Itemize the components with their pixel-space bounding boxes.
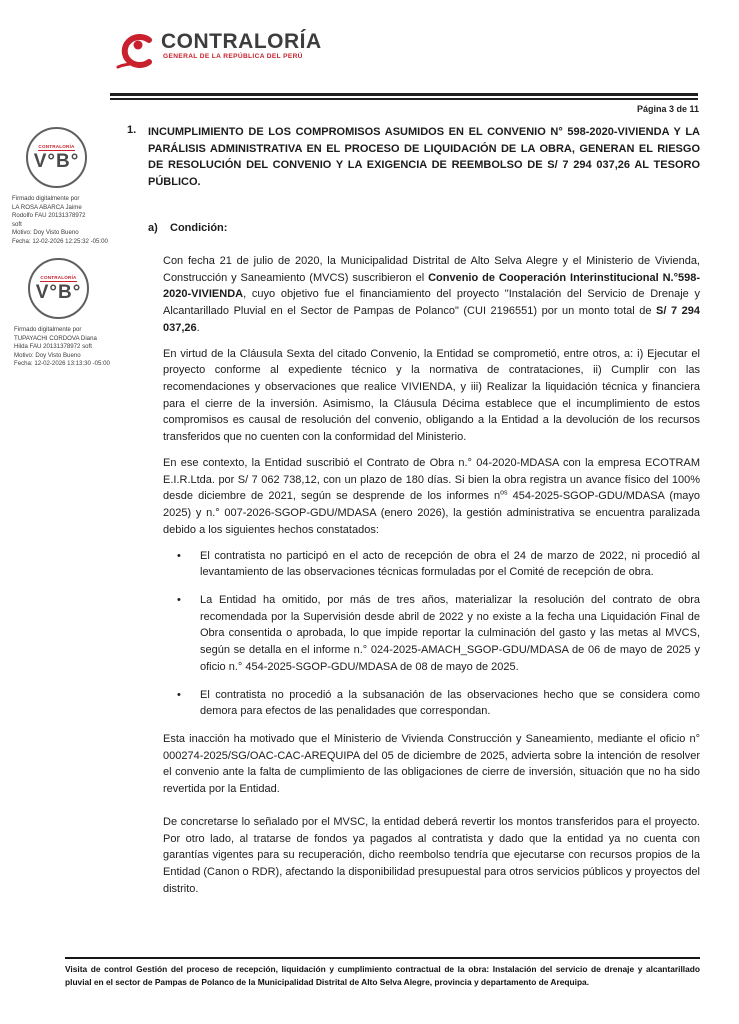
stamp-line: Fecha: 12-02-2026 12:25:32 -05:00 <box>12 237 108 245</box>
paragraph-4: Esta inacción ha motivado que el Ministerio de Vivienda Construcción y Saneamiento, mediante el oficio n° 000274-2025/SG/OAC-CAC-AREQUIPA del 05 de diciembre de 2025, advierta sobre la intención de resolver el convenio ante la falta de cumplimiento de las obligaciones de cierre de inversión, situación que no ha sido revertida por la Entidad. <box>163 732 700 796</box>
seal-mini-logo: CONTRALORÍA <box>40 275 77 281</box>
vb-seal-icon <box>28 258 89 319</box>
logo-text <box>161 31 322 61</box>
finding-heading: INCUMPLIMIENTO DE LOS COMPROMISOS ASUMIDOS EN EL CONVENIO N° 598-2020-VIVIENDA Y LA PARÁLISIS ADMINISTRATIVA EN EL PROCESO DE LIQUIDACIÓN DE LA OBRA, GENERAN EL RIESGO DE RESOLUCIÓN DEL CONVENIO Y LA EXIGENCIA DE REEMBOLSO DE S/ 7 294 037,26 AL TESORO PÚBLICO. <box>148 126 700 188</box>
stamp-info <box>12 195 120 246</box>
list-item <box>163 548 700 581</box>
stamp-line: TUPAYACHI CORDOVA Diana <box>14 334 97 342</box>
stamp-line: Firmado digitalmente por <box>12 195 80 202</box>
contraloria-swirl-icon <box>113 31 157 73</box>
bullet-list <box>163 548 700 720</box>
section-title: Condición: <box>170 222 228 234</box>
bullet-text: La Entidad ha omitido, por más de tres años, materializar la resolución del contrato de obra recomendada por la Supervisión desde abril de 2022 y no existe a la fecha una Liquidación Final de Obra consentida o aprobada, lo que impide reportar la culminación del gasto y las metas al MVCS, según se detalla en el informe n.° 024-2025-AMACH_SGOP-GDU/MDASA de 06 de mayo de 2025 y oficio n.° 454-2025-SGOP-GDU/MDASA de 08 de mayo de 2025. <box>200 593 700 673</box>
paragraph-1 <box>163 253 700 337</box>
header-logo <box>113 31 322 73</box>
finding-number: 1. <box>127 124 137 136</box>
header-rule <box>110 93 698 100</box>
paragraph-bold-text: Convenio de Cooperación Interinstitucional N.°598-2020-VIVIENDA <box>163 271 701 301</box>
bullet-icon: • <box>177 688 181 701</box>
stamp-line: soft <box>12 220 22 228</box>
stamp-info <box>14 326 122 369</box>
section-letter: a) <box>148 222 158 234</box>
paragraph-bold-text: S/ 7 294 037,26 <box>163 305 700 334</box>
vb-seal-icon <box>26 127 87 188</box>
paragraph-3 <box>163 455 700 539</box>
bullet-icon: • <box>177 593 181 606</box>
signature-stamp-1 <box>12 127 120 246</box>
stamp-line: LA ROSA ABARCA Jaime <box>12 203 82 211</box>
page-footer <box>65 957 700 989</box>
bullet-text: El contratista no procedió a la subsanación de las observaciones hecho que se considera como demora para efectos de las penalidades que correspondan. <box>200 688 700 718</box>
paragraph-text: En ese contexto, la Entidad suscribió el Contrato de Obra n.° 04-2020-MDASA con la empresa ECOTRAM E.I.R.Ltda. por S/ 7 062 738,12, con un plazo de 180 días. Si bien la obra registra un avance físico del 100% desde diciembre de 2021, según se desprende de los informes n <box>163 456 700 503</box>
stamp-line: Hilda FAU 20131378972 soft <box>14 343 92 351</box>
stamp-line: Rodolfo FAU 20131378972 <box>12 212 86 220</box>
paragraph-text: Con fecha 21 de julio de 2020, la Municipalidad Distrital de Alto Selva Alegre y el Ministerio de Vivienda, Construcción y Saneamiento (MVCS) suscribieron el <box>163 255 700 284</box>
stamp-line: Motivo: Doy Visto Bueno <box>12 229 79 237</box>
finding-heading-row <box>127 124 700 190</box>
vb-seal-text: V°B° <box>35 281 82 303</box>
body-content <box>163 253 700 906</box>
page-number: Página 3 de 11 <box>636 104 699 114</box>
section-row <box>148 222 227 234</box>
list-item <box>163 592 700 676</box>
stamp-line: Firmado digitalmente por <box>14 326 82 333</box>
paragraph-5: De concretarse lo señalado por el MVSC, la entidad deberá revertir los montos transferidos para el proyecto. Por otro lado, al tratarse de fondos ya pagados al contratista y dado que la entidad ya no cuenta con garantías vigentes para su recuperación, dicho reembolso tendría que ejecutarse con recursos propios de la Entidad (Canon o RDR), afectando la disponibilidad presupuestal para otros servicios públicos y proyectos del distrito. <box>163 815 700 895</box>
paragraph-text: 454-2025-SGOP-GDU/MDASA (mayo 2025) y n.° 007-2026-SGOP-GDU/MDASA (enero 2026), la gestión administrativa se encuentra paralizada debido a los siguientes hechos constatados: <box>163 490 700 536</box>
superscript-text: os <box>500 489 508 497</box>
signature-stamp-2 <box>14 258 122 369</box>
list-item <box>163 687 700 720</box>
bullet-text: El contratista no participó en el acto de recepción de obra el 24 de marzo de 2022, ni procedió al levantamiento de las observaciones técnicas formuladas por el Comité de recepción de obra. <box>200 549 700 579</box>
bullet-icon: • <box>177 549 181 562</box>
paragraph-text: , cuyo objetivo fue el financiamiento del proyecto "Instalación del Servicio de Drenaje y Alcantarillado Pluvial en el Sector de Pampas de Polanco" (CUI 2196551) por un monto total de <box>163 288 700 318</box>
logo-subtitle: GENERAL DE LA REPÚBLICA DEL PERÚ <box>163 53 303 60</box>
seal-mini-logo: CONTRALORÍA <box>38 144 75 150</box>
footer-note: Visita de control Gestión del proceso de recepción, liquidación y cumplimiento contractual de la obra: Instalación del servicio de drenaje y alcantarillado pluvial en el sector de Pampas de Polanco de la Municipalidad Distrital de Alto Selva Alegre, provincia y departamento de Arequipa. <box>65 964 700 988</box>
stamp-line: Motivo: Doy Visto Bueno <box>14 351 81 359</box>
paragraph-2: En virtud de la Cláusula Sexta del citado Convenio, la Entidad se comprometió, entre otros, a: i) Ejecutar el proyecto conforme al expediente técnico y la normativa de contrataciones, ii) Cumplir con las recomendaciones y observaciones que realice VIVIENDA, y iii) Realizar la liquidación técnica y financiera para el cierre de la inversión. Asimismo, la Cláusula Décima establece que el incumplimiento de estos compromisos es causal de resolución del convenio, obligando a la Entidad a la devolución de los recursos transferidos que no cuenten con la conformidad del Ministerio. <box>163 347 700 444</box>
vb-seal-text: V°B° <box>33 150 80 172</box>
logo-title: CONTRALORÍA <box>161 30 322 53</box>
stamp-line: Fecha: 12-02-2026 13:13:30 -05:00 <box>14 360 110 368</box>
paragraph-text: . <box>196 321 200 334</box>
